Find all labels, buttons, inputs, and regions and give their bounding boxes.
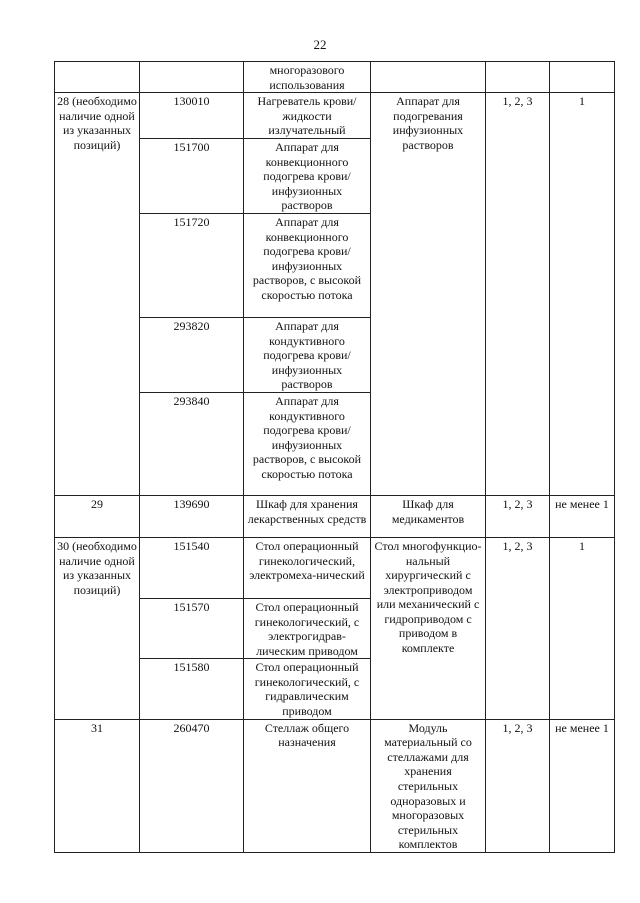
cell-code: 293820 bbox=[140, 317, 244, 392]
cell-name: Стол операционный гинекологический, электромеха-нический bbox=[244, 537, 371, 598]
cell-category: Модуль материальный со стеллажами для хранения стерильных одноразовых и многоразовых стерильных комплектов bbox=[371, 719, 486, 852]
cell-code: 151540 bbox=[140, 537, 244, 598]
cell-name: Аппарат для кондуктивного подогрева крови/ инфузионных растворов, с высокой скоростью потока bbox=[244, 392, 371, 495]
cell-requirements bbox=[486, 62, 550, 93]
cell-name: Нагреватель крови/жидкости излучательный bbox=[244, 93, 371, 139]
cell-code: 293840 bbox=[140, 392, 244, 495]
cell-quantity: не менее 1 bbox=[550, 495, 615, 537]
cell-number-30: 30 (необходимо наличие одной из указанных позиций) bbox=[55, 537, 140, 719]
cell-quantity-28: 1 bbox=[550, 93, 615, 496]
cell-quantity-30: 1 bbox=[550, 537, 615, 719]
cell-name: Аппарат для конвекционного подогрева крови/ инфузионных растворов bbox=[244, 138, 371, 213]
cell-name: Стол операционный гинекологический, с электрогидрав-лическим приводом bbox=[244, 598, 371, 658]
cell-code: 139690 bbox=[140, 495, 244, 537]
cell-name: многоразового использования bbox=[244, 62, 371, 93]
cell-number-31: 31 bbox=[55, 719, 140, 852]
cell-name: Шкаф для хранения лекарственных средств bbox=[244, 495, 371, 537]
cell-name: Аппарат для конвекционного подогрева крови/ инфузионных растворов, с высокой скоростью потока bbox=[244, 213, 371, 317]
cell-code: 130010 bbox=[140, 93, 244, 139]
cell-code bbox=[140, 62, 244, 93]
cell-category: Шкаф для медикаментов bbox=[371, 495, 486, 537]
table-row-28 bbox=[55, 93, 615, 139]
cell-quantity: не менее 1 bbox=[550, 719, 615, 852]
cell-number-28: 28 (необходимо наличие одной из указанных позиций) bbox=[55, 93, 140, 496]
cell-code: 151570 bbox=[140, 598, 244, 658]
table-row-31 bbox=[55, 719, 615, 852]
cell-requirements-30: 1, 2, 3 bbox=[486, 537, 550, 719]
cell-category bbox=[371, 62, 486, 93]
page-number: 22 bbox=[313, 37, 327, 52]
cell-code: 260470 bbox=[140, 719, 244, 852]
equipment-table bbox=[54, 61, 615, 853]
table-row-continuation bbox=[55, 62, 615, 93]
cell-code: 151700 bbox=[140, 138, 244, 213]
cell-requirements: 1, 2, 3 bbox=[486, 719, 550, 852]
cell-requirements: 1, 2, 3 bbox=[486, 495, 550, 537]
cell-name: Аппарат для кондуктивного подогрева крови/ инфузионных растворов bbox=[244, 317, 371, 392]
cell-name: Стеллаж общего назначения bbox=[244, 719, 371, 852]
cell-category-28: Аппарат для подогревания инфузионных растворов bbox=[371, 93, 486, 496]
table-row-30 bbox=[55, 537, 615, 598]
cell-number-29: 29 bbox=[55, 495, 140, 537]
cell-code: 151720 bbox=[140, 213, 244, 317]
cell-quantity bbox=[550, 62, 615, 93]
table-row-29 bbox=[55, 495, 615, 537]
cell-name: Стол операционный гинекологический, с гидравлическим приводом bbox=[244, 659, 371, 719]
cell-number bbox=[55, 62, 140, 93]
cell-category-30: Стол многофункцио-нальный хирургический с электроприводом или механический с гидроприводом с приводом в комплекте bbox=[371, 537, 486, 719]
cell-code: 151580 bbox=[140, 659, 244, 719]
cell-requirements-28: 1, 2, 3 bbox=[486, 93, 550, 496]
